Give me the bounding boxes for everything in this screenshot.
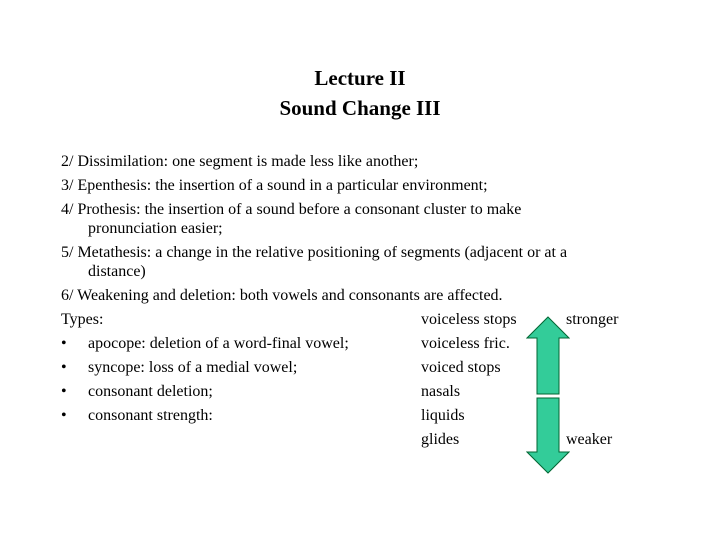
label-stronger: stronger <box>566 311 619 328</box>
item-dissimilation: 2/ Dissimilation: one segment is made less like another; <box>61 153 419 170</box>
item-prothesis: 4/ Prothesis: the insertion of a sound before a consonant cluster to make <box>61 201 522 218</box>
item-epenthesis: 3/ Epenthesis: the insertion of a sound in a particular environment; <box>61 177 488 194</box>
label-weaker: weaker <box>566 431 613 448</box>
hierarchy-nasals: nasals <box>421 383 461 400</box>
hierarchy-voiceless-fricatives: voiceless fric. <box>421 335 510 352</box>
hierarchy-voiceless-stops: voiceless stops <box>421 311 517 328</box>
bullet-consonant-strength: consonant strength: <box>88 407 213 424</box>
bullet-glyph: • <box>61 359 67 376</box>
bullet-apocope: apocope: deletion of a word-final vowel; <box>88 335 349 352</box>
bullet-syncope: syncope: loss of a medial vowel; <box>88 359 298 376</box>
item-weakening: 6/ Weakening and deletion: both vowels and consonants are affected. <box>61 287 503 304</box>
hierarchy-glides: glides <box>421 431 460 448</box>
up-arrow-icon <box>526 316 570 398</box>
bullet-consonant-deletion: consonant deletion; <box>88 383 213 400</box>
item-prothesis-cont: pronunciation easier; <box>88 220 223 237</box>
hierarchy-liquids: liquids <box>421 407 465 424</box>
item-metathesis: 5/ Metathesis: a change in the relative positioning of segments (adjacent or at a <box>61 244 568 261</box>
bullet-glyph: • <box>61 383 67 400</box>
types-label: Types: <box>61 311 104 328</box>
bullet-glyph: • <box>61 407 67 424</box>
slide-title-line1: Lecture II <box>314 66 406 90</box>
hierarchy-voiced-stops: voiced stops <box>421 359 501 376</box>
item-metathesis-cont: distance) <box>88 263 146 280</box>
slide-title-line2: Sound Change III <box>279 96 441 120</box>
down-arrow-icon <box>526 396 570 476</box>
bullet-glyph: • <box>61 335 67 352</box>
